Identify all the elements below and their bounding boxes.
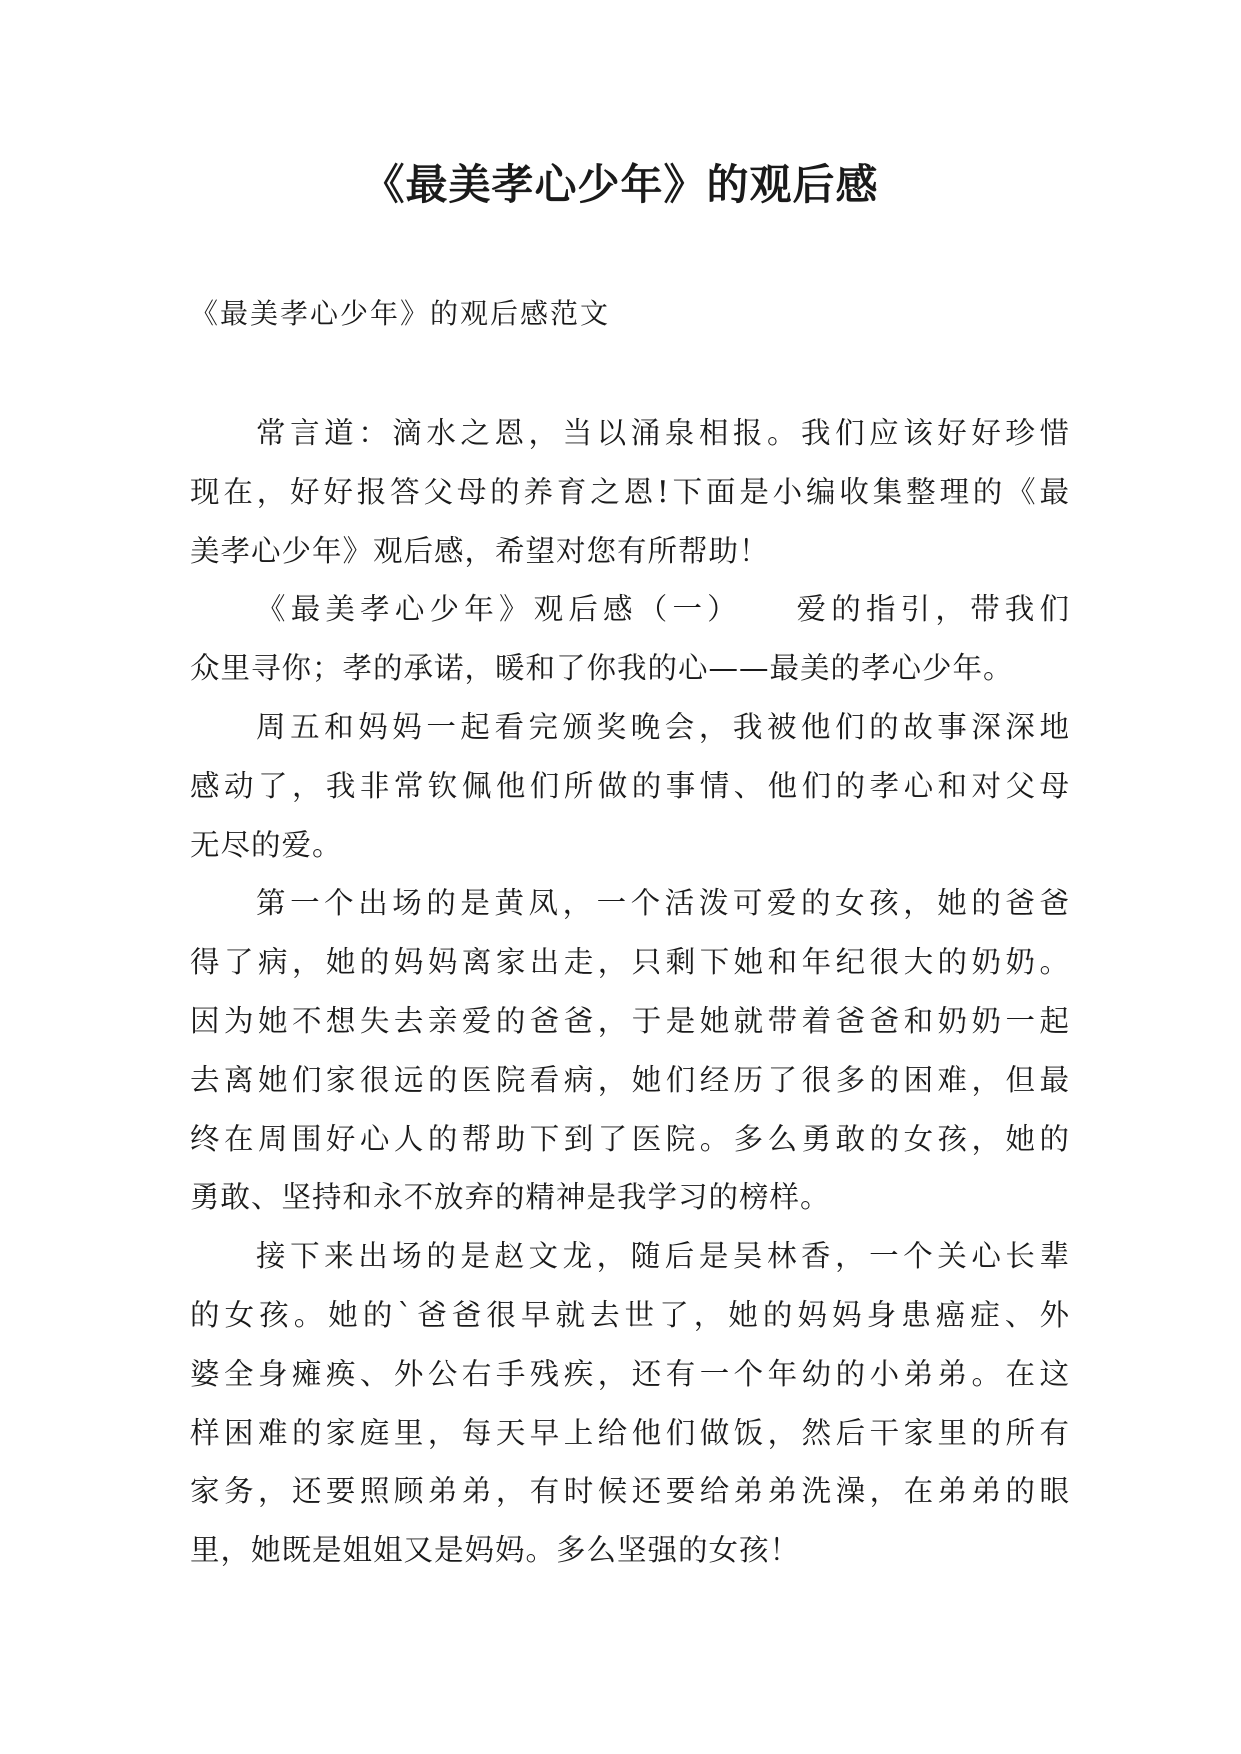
text-line: 无尽的爱。	[190, 827, 343, 862]
text-line: 现在，好好报答父母的养育之恩!下面是小编收集整理的《最	[190, 474, 1070, 509]
text-line: 样困难的家庭里，每天早上给他们做饭，然后干家里的所有	[190, 1415, 1070, 1450]
text-line: 的女孩。她的`爸爸很早就去世了，她的妈妈身患癌症、外	[190, 1297, 1070, 1332]
text-line: 因为她不想失去亲爱的爸爸，于是她就带着爸爸和奶奶一起	[190, 1003, 1070, 1038]
text-line: 家务，还要照顾弟弟，有时候还要给弟弟洗澡，在弟弟的眼	[190, 1474, 1070, 1509]
text-line: 《最美孝心少年》观后感（一） 爱的指引，带我们	[256, 592, 1070, 627]
text-line: 接下来出场的是赵文龙，随后是吴林香，一个关心长辈	[256, 1239, 1070, 1274]
text-line: 感动了，我非常钦佩他们所做的事情、他们的孝心和对父母	[190, 768, 1070, 803]
text-line: 终在周围好心人的帮助下到了医院。多么勇敢的女孩，她的	[190, 1121, 1070, 1156]
text-line: 周五和妈妈一起看完颁奖晚会，我被他们的故事深深地	[256, 709, 1070, 744]
text-line: 得了病，她的妈妈离家出走，只剩下她和年纪很大的奶奶。	[190, 945, 1070, 980]
text-line: 去离她们家很远的医院看病，她们经历了很多的困难，但最	[190, 1062, 1070, 1097]
document-title: 《最美孝心少年》的观后感	[362, 160, 879, 209]
text-line: 常言道：滴水之恩，当以涌泉相报。我们应该好好珍惜	[256, 416, 1070, 450]
text-line: 众里寻你；孝的承诺，暖和了你我的心——最美的孝心少年。	[190, 651, 1014, 686]
text-line: 里，她既是姐姐又是妈妈。多么坚强的女孩！	[190, 1533, 801, 1568]
text-line: 勇敢、坚持和永不放弃的精神是我学习的榜样。	[190, 1180, 831, 1215]
document-subtitle: 《最美孝心少年》的观后感范文	[190, 297, 611, 330]
text-line: 美孝心少年》观后感，希望对您有所帮助！	[190, 533, 770, 568]
document-body	[190, 404, 1070, 1580]
text-line: 第一个出场的是黄凤，一个活泼可爱的女孩，她的爸爸	[256, 886, 1070, 921]
text-line: 婆全身瘫痪、外公右手残疾，还有一个年幼的小弟弟。在这	[190, 1356, 1070, 1391]
